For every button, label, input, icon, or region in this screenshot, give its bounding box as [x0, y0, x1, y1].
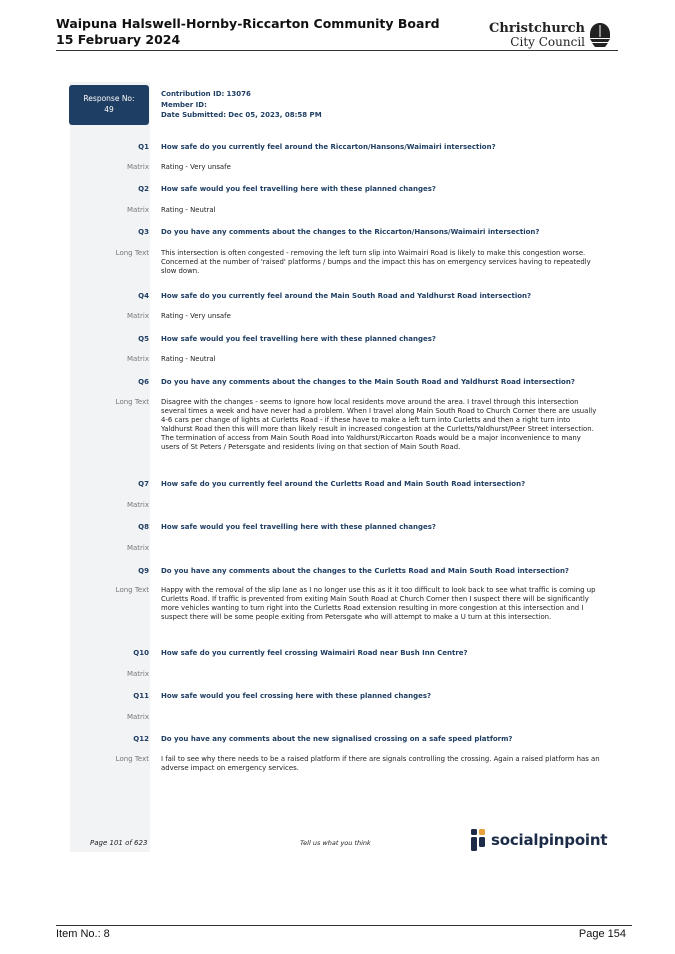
- contribution-id: 13076: [226, 90, 251, 98]
- question-number: Q2: [138, 185, 149, 193]
- question-text: How safe would you feel travelling here with these planned changes?: [161, 335, 436, 343]
- question-number: Q12: [133, 735, 149, 743]
- answer-type: Long Text: [115, 249, 149, 257]
- answer-type: Matrix: [126, 544, 149, 552]
- answer-type: Matrix: [126, 206, 149, 214]
- question-number: Q11: [133, 692, 149, 700]
- question-text: How safe do you currently feel around the Curletts Road and Main South Road intersection?: [161, 480, 526, 488]
- response-meta: [161, 89, 322, 121]
- question-number: Q1: [138, 143, 149, 151]
- question-number: Q4: [138, 292, 149, 300]
- member-label: Member ID:: [161, 100, 207, 109]
- footer-rule: [56, 925, 632, 926]
- question-text: Do you have any comments about the changes to the Riccarton/Hansons/Waimairi intersection?: [161, 228, 540, 236]
- answer-text: Rating - Very unsafe: [161, 312, 231, 320]
- council-emblem-icon: [588, 22, 612, 48]
- answer-text: I fail to see why there needs to be a raised platform if there are signals controlling the crossing. Again a raised platform has an adverse impact on emergency services.: [161, 755, 600, 772]
- answer-text: This intersection is often congested - removing the left turn slip into Waimairi Road is likely to make this congestion worse. Concerned at the number of 'raised' platforms / bumps and the impact this has on emergency services having to repeatedly slow down.: [161, 249, 591, 275]
- answer-text: Rating - Very unsafe: [161, 163, 231, 171]
- sheet-tagline: Tell us what you think: [300, 839, 371, 847]
- answer-type: Matrix: [126, 355, 149, 363]
- question-text: Do you have any comments about the changes to the Curletts Road and Main South Road intersection?: [161, 567, 569, 575]
- question-text: How safe do you currently feel around the Main South Road and Yaldhurst Road intersection?: [161, 292, 532, 300]
- answer-type: Long Text: [115, 586, 149, 594]
- answer-text: Disagree with the changes - seems to ignore how local residents move around the area. I travel through this intersection several times a week and have never had a problem. When I travel along Main South Road to Church Corner there are usually 4-6 cars per change of lights at Curletts Road - if these have to make a left turn into Curletts and then a right turn into Yaldhurst Road then this will more than likely result in increased congestion at the Curletts/Yaldhurst/Peer Street intersection. The termination of access from Main South Road into Yaldhurst/Riccarton Roads would be a major inconvenience to many users of St Peters / Petersgate and residents living on that section of Main South Road.: [161, 398, 597, 451]
- question-text: How safe would you feel crossing here with these planned changes?: [161, 692, 432, 700]
- question-number: Q8: [138, 523, 149, 531]
- question-number: Q6: [138, 378, 149, 386]
- question-number: Q5: [138, 335, 149, 343]
- response-label: Response No:: [83, 94, 135, 103]
- logo-line1: Christchurch: [489, 20, 585, 36]
- council-logo: [489, 18, 612, 52]
- item-number: Item No.: 8: [56, 928, 110, 940]
- answer-text: Rating - Neutral: [161, 206, 216, 214]
- answer-text: Rating - Neutral: [161, 355, 216, 363]
- socialpinpoint-wordmark: socialpinpoint: [491, 831, 608, 849]
- date-value: Dec 05, 2023, 08:58 PM: [228, 111, 322, 119]
- logo-line2: City Council: [510, 34, 585, 49]
- response-number: 49: [104, 105, 114, 114]
- header-title-line2: 15 February 2024: [56, 32, 181, 47]
- question-text: Do you have any comments about the new signalised crossing on a safe speed platform?: [161, 735, 513, 743]
- page-header: [56, 16, 618, 52]
- response-number-box: [69, 85, 149, 125]
- socialpinpoint-logo: [470, 828, 607, 852]
- pinpoint-mark-icon: [470, 828, 486, 852]
- question-number: Q7: [138, 480, 149, 488]
- question-text: How safe would you feel travelling here with these planned changes?: [161, 185, 436, 193]
- answer-type: Matrix: [126, 163, 149, 171]
- question-text: Do you have any comments about the changes to the Main South Road and Yaldhurst Road intersection?: [161, 378, 575, 386]
- answer-type: Matrix: [126, 501, 149, 509]
- question-number: Q10: [133, 649, 149, 657]
- answer-type: Matrix: [126, 312, 149, 320]
- question-number: Q3: [138, 228, 149, 236]
- answer-text: Happy with the removal of the slip lane as I no longer use this as it it too difficult to look back to see what traffic is coming up Curletts Road. If traffic is prevented from exiting Main South Road at Church Corner then I suspect there will be significantly more vehicles wanting to turn right into the Curletts Road extension resulting in more congestion at this intersection and I suspect there will be some people exiting from Petersgate who will attempt to make a U turn at this intersection.: [161, 586, 596, 621]
- question-text: How safe do you currently feel around the Riccarton/Hansons/Waimairi intersection?: [161, 143, 496, 151]
- answer-type: Matrix: [126, 713, 149, 721]
- answer-type: Matrix: [126, 670, 149, 678]
- sheet-page-number: Page 101 of 623: [90, 839, 148, 847]
- contribution-label: Contribution ID:: [161, 90, 225, 98]
- question-number: Q9: [138, 567, 149, 575]
- question-text: How safe do you currently feel crossing Waimairi Road near Bush Inn Centre?: [161, 649, 468, 657]
- response-sheet: [68, 76, 608, 858]
- header-rule: [56, 50, 618, 51]
- date-label: Date Submitted:: [161, 111, 227, 119]
- answer-type: Long Text: [115, 398, 149, 406]
- page-number: Page 154: [578, 928, 626, 940]
- header-title-line1: Waipuna Halswell-Hornby-Riccarton Community Board: [56, 16, 440, 31]
- question-text: How safe would you feel travelling here with these planned changes?: [161, 523, 436, 531]
- answer-type: Long Text: [115, 755, 149, 763]
